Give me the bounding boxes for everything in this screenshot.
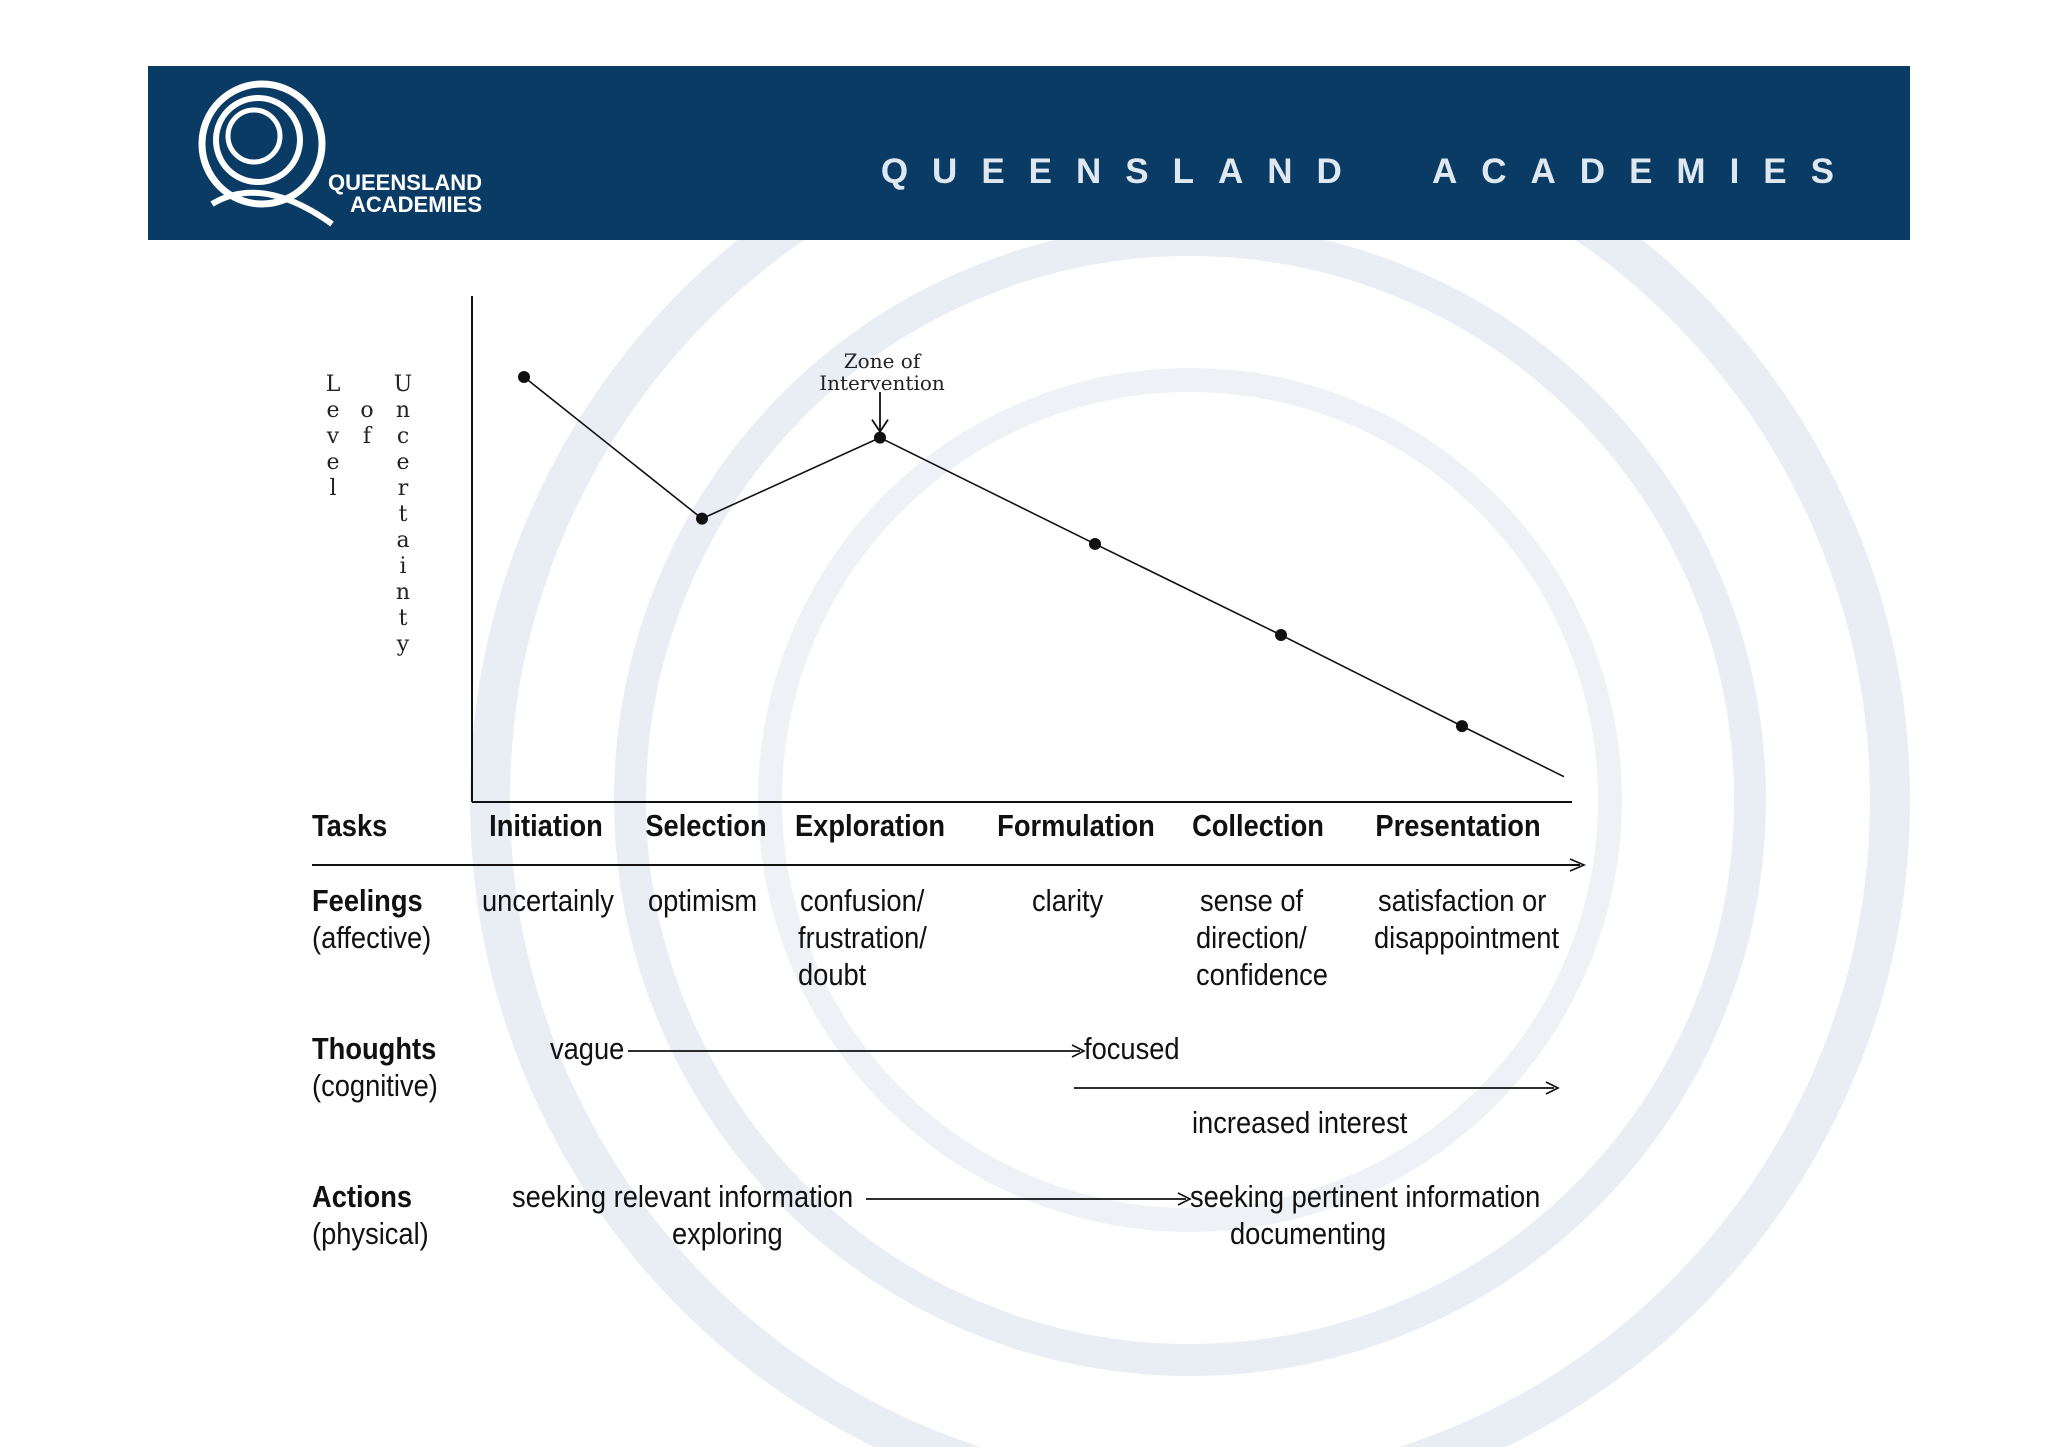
thoughts-start: vague (550, 1031, 625, 1066)
y-axis-label-letter: r (397, 476, 409, 501)
y-axis-label-letter: f (362, 424, 372, 449)
y-axis-label-letter: t (398, 606, 408, 631)
y-axis-label-letter: n (395, 580, 411, 605)
brand-wordmark: QUEENSLAND ACADEMIES (880, 152, 1858, 191)
annotation-line1: Zone of (843, 349, 921, 373)
y-axis-label-letter: o (360, 398, 374, 423)
thoughts-secondary: increased interest (1192, 1105, 1408, 1140)
data-point-presentation (1456, 720, 1468, 732)
feeling-exploration-1: confusion/ (800, 883, 925, 918)
feeling-presentation-2: disappointment (1374, 920, 1560, 955)
feeling-collection-1: sense of (1200, 883, 1304, 918)
feeling-presentation-1: satisfaction or (1378, 883, 1547, 918)
actions-sublabel: (physical) (312, 1216, 429, 1251)
feeling-collection-2: direction/ (1196, 920, 1307, 955)
task-formulation: Formulation (997, 808, 1155, 843)
actions-label: Actions (312, 1179, 413, 1214)
uncertainty-series-line (524, 377, 1564, 777)
task-selection: Selection (645, 808, 767, 843)
y-axis-label-letter: y (396, 632, 410, 657)
actions-start-2: exploring (672, 1216, 783, 1251)
feeling-formulation: clarity (1032, 883, 1104, 918)
feeling-collection-3: confidence (1196, 957, 1328, 992)
annotation-arrow (872, 392, 888, 432)
y-axis-label-letter: t (398, 502, 408, 527)
y-axis-label-letter: n (395, 398, 411, 423)
annotation-zone-label (782, 350, 982, 394)
thoughts-end: focused (1084, 1031, 1180, 1066)
feeling-exploration-3: doubt (798, 957, 867, 992)
feelings-label: Feelings (312, 883, 423, 918)
thoughts-sublabel: (cognitive) (312, 1068, 438, 1103)
feeling-initiation: uncertainly (482, 883, 614, 918)
actions-end-2: documenting (1230, 1216, 1387, 1251)
task-collection: Collection (1192, 808, 1324, 843)
data-point-formulation (1089, 538, 1101, 550)
actions-start-1: seeking relevant information (512, 1179, 854, 1214)
data-point-collection (1275, 629, 1287, 641)
y-axis-label-letter: c (396, 424, 410, 449)
data-point-initiation (518, 371, 530, 383)
task-initiation: Initiation (489, 808, 603, 843)
feeling-exploration-2: frustration/ (798, 920, 927, 955)
actions-end-1: seeking pertinent information (1190, 1179, 1541, 1214)
y-axis-label-letter: e (326, 398, 340, 423)
task-presentation: Presentation (1375, 808, 1541, 843)
y-axis-label-letter: U (393, 372, 413, 397)
y-axis-label-letter: L (325, 372, 341, 397)
feeling-selection: optimism (648, 883, 758, 918)
y-axis-label-letter: e (326, 450, 340, 475)
y-axis-label-letter: l (329, 476, 337, 501)
y-axis-label-letter: e (396, 450, 410, 475)
thoughts-label: Thoughts (312, 1031, 437, 1066)
data-point-exploration (874, 432, 886, 444)
series-layer (518, 371, 1564, 777)
y-axis-label-letter: a (396, 528, 410, 553)
y-axis-label-letter: v (326, 424, 340, 449)
tasks-label: Tasks (312, 808, 388, 843)
task-exploration: Exploration (794, 808, 946, 843)
feelings-sublabel: (affective) (312, 920, 432, 955)
data-point-selection (696, 513, 708, 525)
logo-line2: ACADEMIES (350, 192, 483, 217)
y-axis-label-letter: i (399, 554, 407, 579)
logo-line1: QUEENSLAND (328, 170, 483, 195)
annotation-line2: Intervention (819, 371, 945, 395)
